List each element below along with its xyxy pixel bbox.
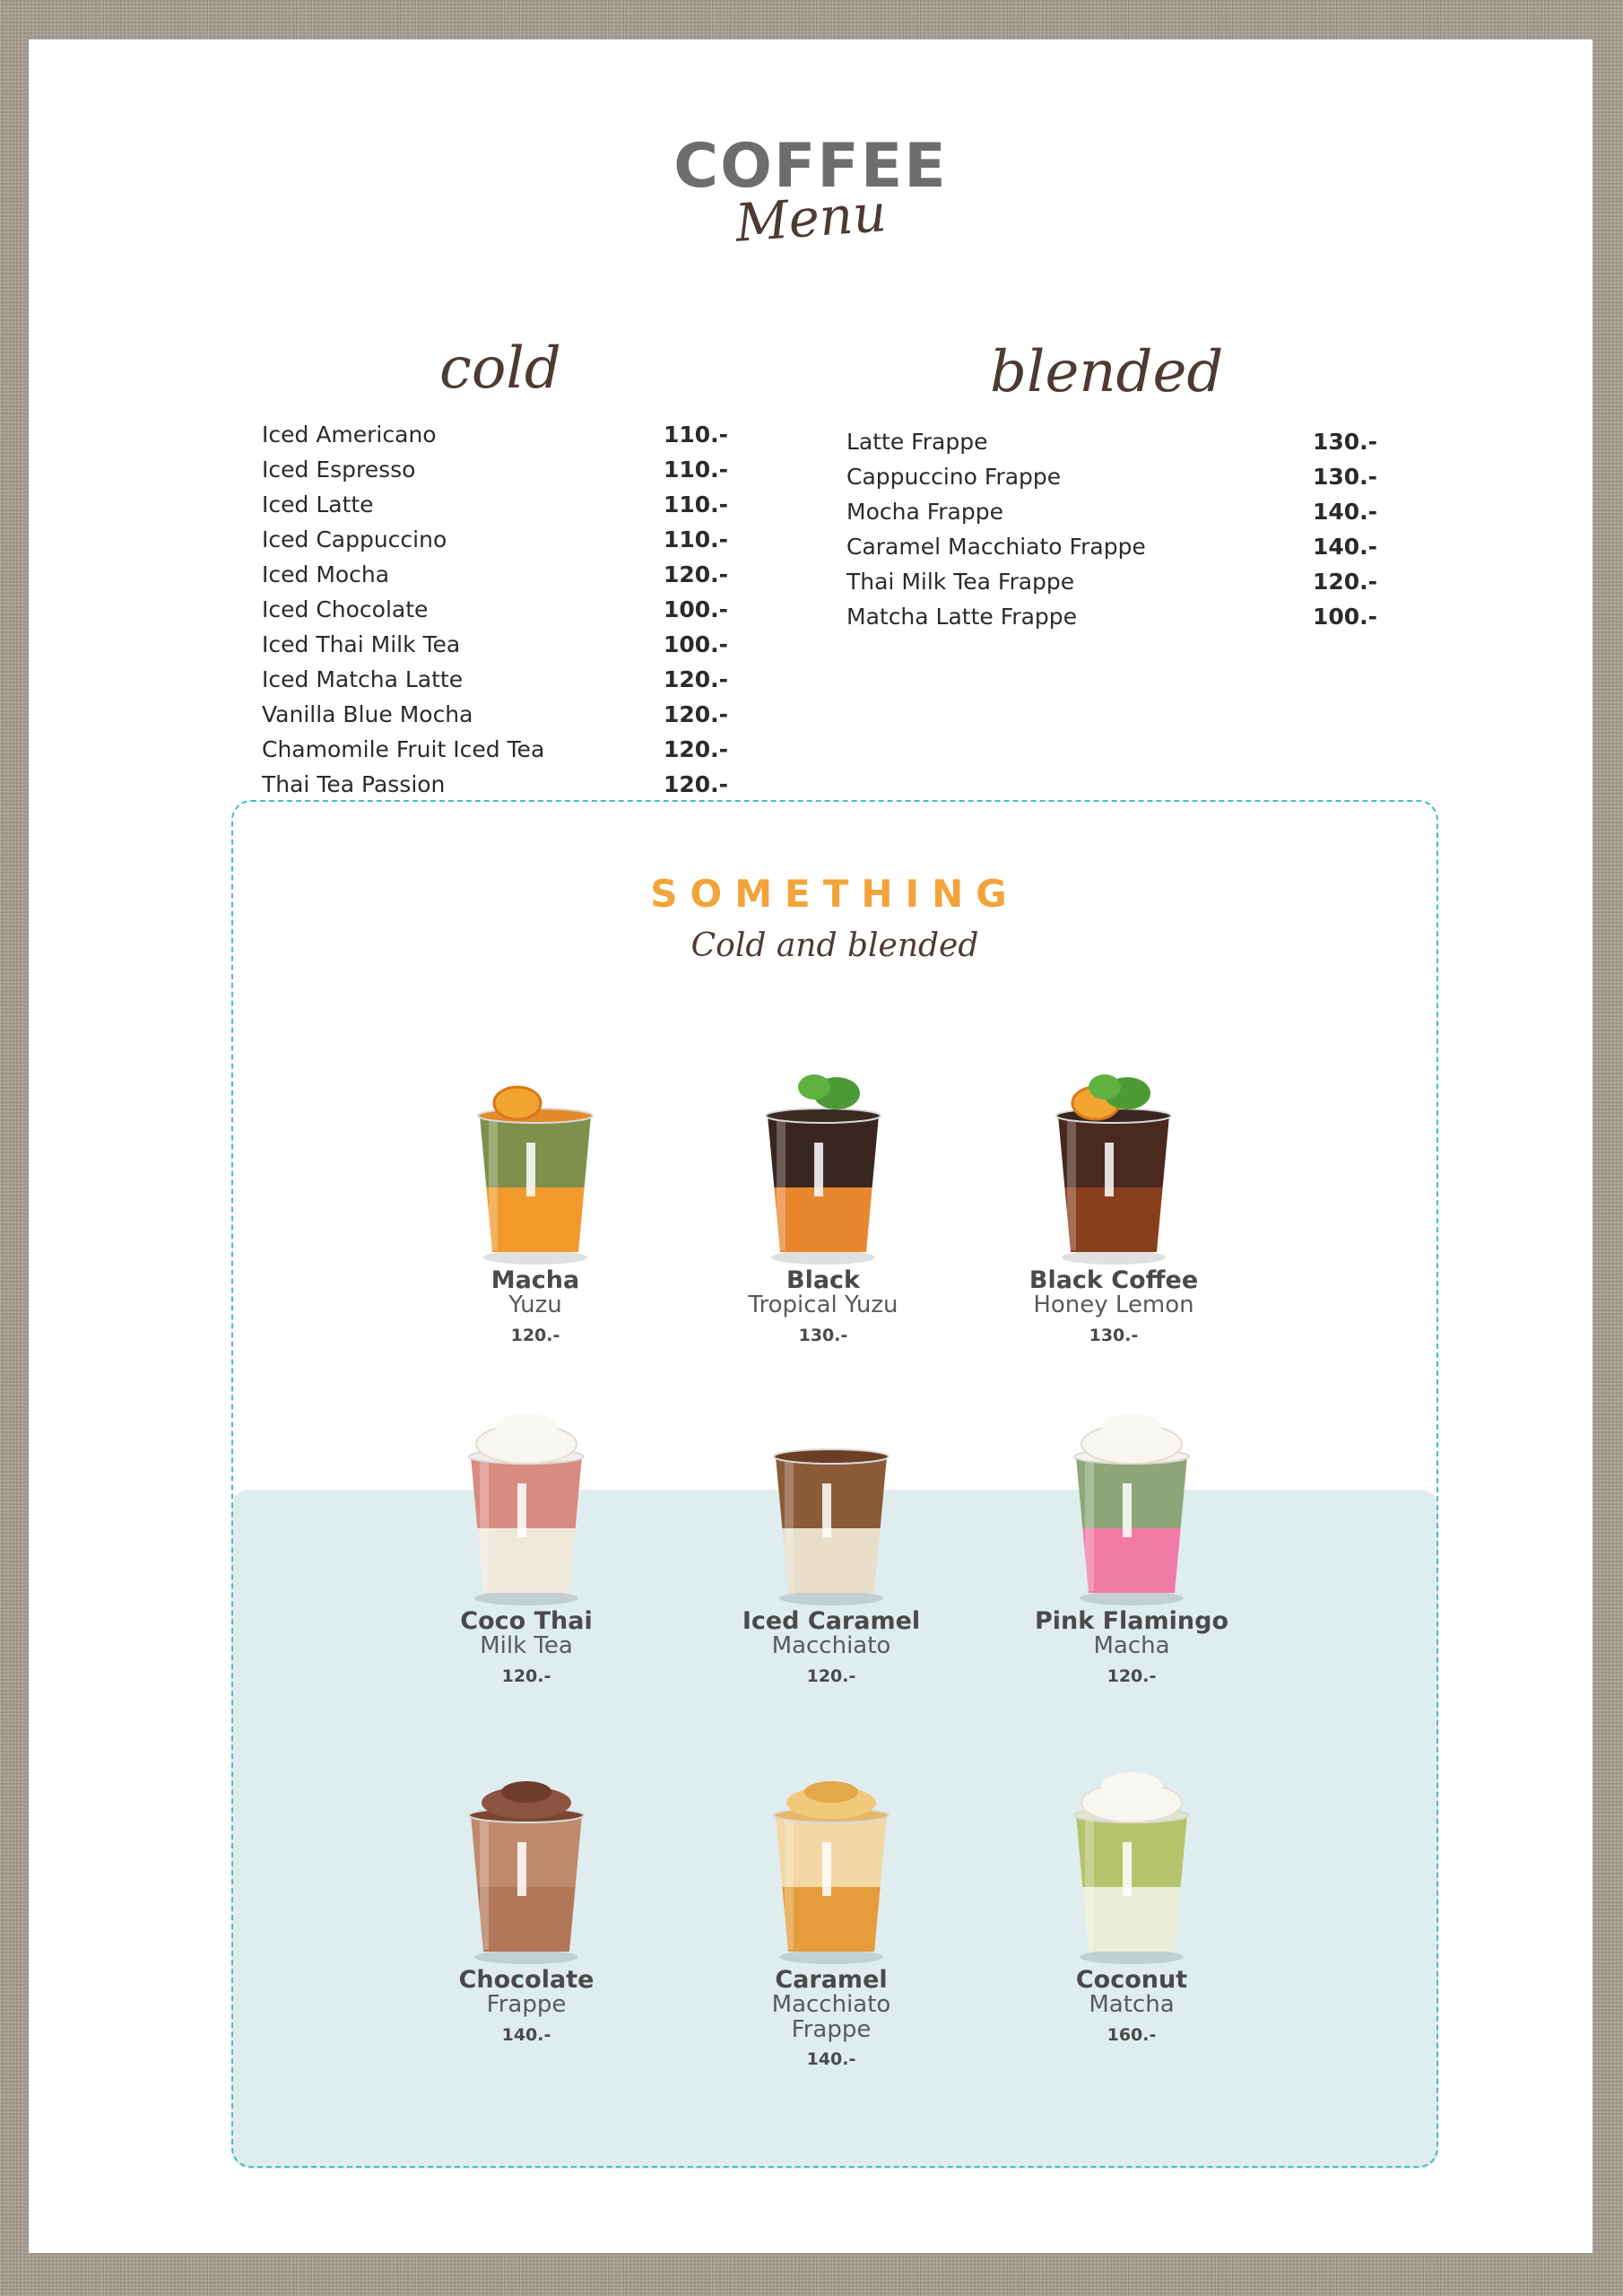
drink-price: 120.- xyxy=(501,1665,551,1686)
menu-title: COFFEE xyxy=(673,131,948,202)
menu-item-row xyxy=(846,464,1377,499)
drink-subtitle: Macchiato xyxy=(771,1632,891,1660)
menu-item-price: 100.- xyxy=(663,596,728,622)
coconut-matcha-cup-icon xyxy=(979,1752,1284,1968)
menu-item-name: Cappuccino Frappe xyxy=(846,464,1062,490)
menu-item-name: Caramel Macchiato Frappe xyxy=(846,534,1146,560)
menu-item-name: Matcha Latte Frappe xyxy=(846,604,1078,630)
blended-heading: blended xyxy=(990,339,1224,405)
menu-item-price: 130.- xyxy=(1312,464,1377,490)
cold-price-list xyxy=(262,422,728,806)
drink-price: 130.- xyxy=(798,1325,848,1345)
drink-subtitle: Frappe xyxy=(486,1991,567,2019)
menu-item-price: 110.- xyxy=(663,491,728,517)
drink-subtitle: Macha xyxy=(1093,1632,1170,1660)
something-title: SOMETHING xyxy=(650,872,1020,916)
chocolate-frappe-cup-icon xyxy=(374,1752,679,1968)
menu-header xyxy=(29,131,1593,254)
menu-subtitle: Menu xyxy=(733,182,889,254)
menu-item-name: Thai Milk Tea Frappe xyxy=(846,569,1075,595)
menu-item-name: Iced Chocolate xyxy=(262,596,429,622)
drink-name: Caramel xyxy=(775,1966,888,1994)
menu-item-price: 110.- xyxy=(663,526,728,552)
menu-item-row xyxy=(262,561,728,596)
matcha-yuzu-cup-icon xyxy=(383,1053,688,1268)
menu-item-name: Iced Matcha Latte xyxy=(262,666,464,692)
drink-subtitle: Yuzu xyxy=(508,1292,562,1319)
menu-item-row xyxy=(846,604,1377,639)
menu-item-price: 120.- xyxy=(663,771,728,797)
menu-item-price: 100.- xyxy=(663,631,728,657)
drink-price: 120.- xyxy=(1107,1665,1157,1686)
drink-name: Pink Flamingo xyxy=(1034,1607,1229,1635)
blended-price-list xyxy=(846,429,1377,639)
menu-item-row xyxy=(846,499,1377,534)
menu-item-name: Iced Cappuccino xyxy=(262,526,447,552)
drink-price: 140.- xyxy=(501,2024,551,2045)
menu-page xyxy=(29,39,1593,2253)
drink-subtitle: Matcha xyxy=(1089,1991,1175,2019)
menu-item-price: 120.- xyxy=(663,561,728,587)
menu-item-name: Iced Americano xyxy=(262,422,437,448)
coco-thai-milk-tea-cup-icon xyxy=(374,1394,679,1609)
drink-name: Coconut xyxy=(1075,1966,1188,1994)
menu-item-row xyxy=(262,491,728,526)
drink-card xyxy=(671,1053,976,1345)
menu-item-name: Iced Latte xyxy=(262,491,374,517)
drink-card xyxy=(374,1394,679,1686)
menu-item-row xyxy=(262,596,728,631)
menu-item-row xyxy=(262,701,728,736)
black-tropical-yuzu-cup-icon xyxy=(671,1053,976,1268)
menu-item-name: Iced Thai Milk Tea xyxy=(262,631,461,657)
drink-name: Black xyxy=(785,1266,860,1294)
menu-item-price: 120.- xyxy=(1312,569,1377,595)
menu-item-price: 120.- xyxy=(663,701,728,727)
drink-subtitle: Tropical Yuzu xyxy=(748,1292,898,1319)
drink-name: Chocolate xyxy=(458,1966,595,1994)
menu-item-name: Latte Frappe xyxy=(846,429,988,455)
drink-name: Iced Caramel xyxy=(742,1607,921,1635)
drink-subtitle: Milk Tea xyxy=(480,1632,573,1660)
menu-item-price: 120.- xyxy=(663,666,728,692)
menu-item-row xyxy=(846,429,1377,464)
menu-item-row xyxy=(262,736,728,771)
menu-item-name: Iced Mocha xyxy=(262,561,390,587)
drink-card xyxy=(679,1752,984,2069)
drink-name: Macha xyxy=(490,1266,580,1294)
drink-name: Black Coffee xyxy=(1028,1266,1199,1294)
menu-item-name: Vanilla Blue Mocha xyxy=(262,701,473,727)
cold-heading: cold xyxy=(439,335,561,402)
menu-item-name: Iced Espresso xyxy=(262,457,416,483)
menu-item-row xyxy=(262,457,728,491)
pink-flamingo-cup-icon xyxy=(979,1394,1284,1609)
menu-item-price: 100.- xyxy=(1312,604,1377,630)
drink-card xyxy=(679,1394,984,1686)
menu-item-price: 110.- xyxy=(663,457,728,483)
menu-item-price: 140.- xyxy=(1312,499,1377,525)
drink-subtitle: Honey Lemon xyxy=(1033,1292,1194,1319)
drink-price: 120.- xyxy=(806,1665,856,1686)
drink-card xyxy=(374,1752,679,2045)
menu-item-name: Thai Tea Passion xyxy=(262,771,446,797)
drink-card xyxy=(961,1053,1266,1345)
menu-item-row xyxy=(262,666,728,701)
drink-name: Coco Thai xyxy=(460,1607,593,1635)
drink-price: 120.- xyxy=(510,1325,560,1345)
something-subtitle: Cold and blended xyxy=(690,927,979,964)
menu-item-name: Mocha Frappe xyxy=(846,499,1003,525)
menu-item-price: 120.- xyxy=(663,736,728,762)
drink-subtitle: Macchiato Frappe xyxy=(771,1991,891,2043)
drink-price: 140.- xyxy=(806,2048,856,2069)
iced-caramel-macchiato-cup-icon xyxy=(679,1394,984,1609)
menu-item-price: 110.- xyxy=(663,422,728,448)
menu-item-price: 130.- xyxy=(1312,429,1377,455)
drink-price: 160.- xyxy=(1107,2024,1157,2045)
menu-item-price: 140.- xyxy=(1312,534,1377,560)
drink-card xyxy=(979,1394,1284,1686)
drink-price: 130.- xyxy=(1089,1325,1139,1345)
menu-item-row xyxy=(846,569,1377,604)
menu-item-row xyxy=(262,631,728,666)
menu-item-row xyxy=(262,526,728,561)
caramel-macchiato-frappe-cup-icon xyxy=(679,1752,984,1968)
menu-item-name: Chamomile Fruit Iced Tea xyxy=(262,736,545,762)
menu-item-row xyxy=(846,534,1377,569)
drink-card xyxy=(979,1752,1284,2045)
menu-item-row xyxy=(262,422,728,457)
black-coffee-honey-lemon-cup-icon xyxy=(961,1053,1266,1268)
drink-card xyxy=(383,1053,688,1345)
